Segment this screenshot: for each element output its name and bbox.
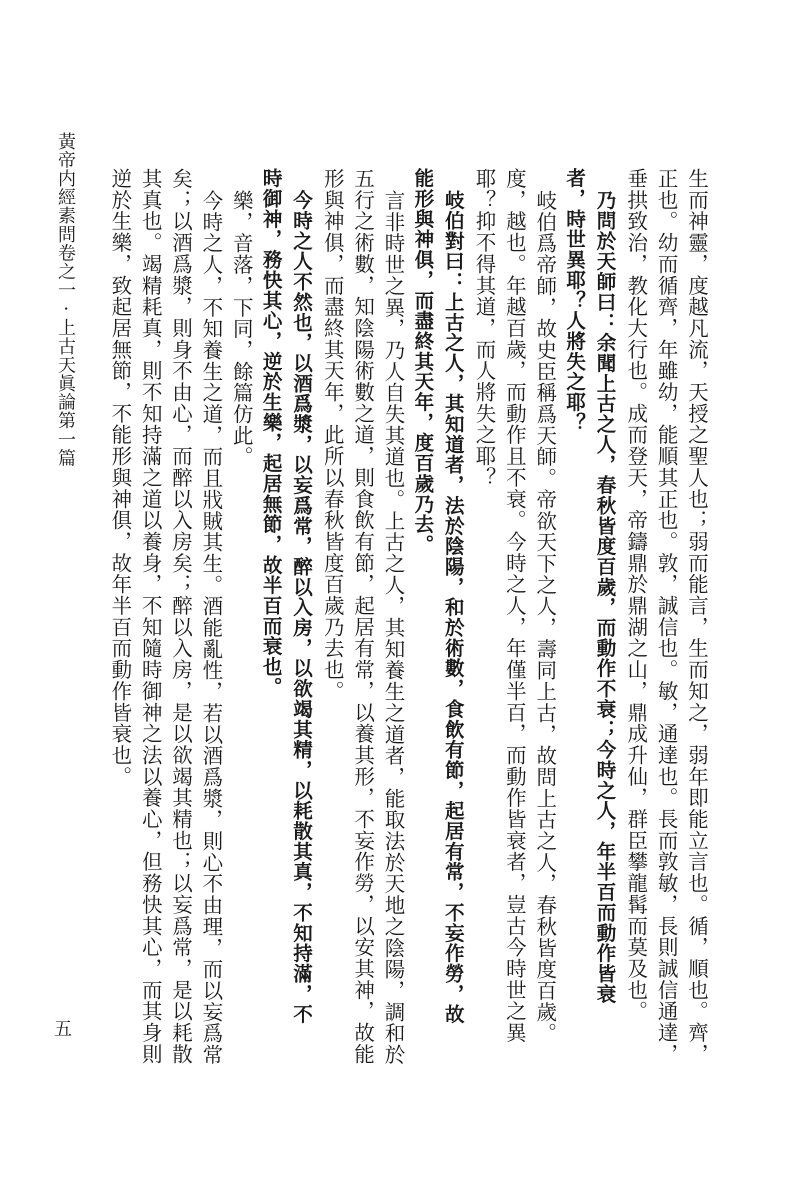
page-number: 五 <box>54 1019 72 1040</box>
commentary-column: 生而神靈，度越凡流，天授之聖人也；弱而能言，生而知之，弱年即能立言也。循，順也。齊， <box>684 168 709 1065</box>
commentary-column: 逆於生樂，致起居無節，不能形與神俱，故年半百而動作皆衰也。 <box>107 168 132 788</box>
commentary-column: 五行之術數，知陰陽術數之道，則食飲有節，起居有常，以養其形，不妄作勞，以安其神，故能 <box>350 168 375 1065</box>
main-text-column: 者，時世異耶？人將失之耶？ <box>563 168 587 433</box>
main-text-column: 時御神，務快其心，逆於生樂，起居無節，故半百而衰也。 <box>259 168 283 698</box>
main-text-column: 乃問於天師曰：余聞上古之人，春秋皆度百歲，而動作不衰；今時之人，年半百而動作皆衰 <box>593 190 617 1004</box>
commentary-column: 今時之人，不知養生之道，而且戕賊其生。酒能亂性，若以酒爲漿，則心不由理，而以妄爲常 <box>198 190 223 1066</box>
running-header: 黃帝内經素問卷之一 · 上古天眞論第一篇 <box>55 132 76 468</box>
commentary-column: 樂，音落，下同，餘篇仿此。 <box>229 190 254 468</box>
commentary-column: 度，越也。年越百歲，而動作且不衰。今時之人，年僅半百，而動作皆衰者，豈古今時世之異 <box>502 168 527 1044</box>
commentary-column: 岐伯爲帝師，故史臣稱爲天師。帝欲天下之人，壽同上古，故問上古之人，春秋皆度百歲。 <box>532 190 557 1044</box>
main-text-column: 岐伯對曰：上古之人，其知道者，法於陰陽，和於術數，食飲有節，起居有常，不妄作勞，故 <box>441 190 465 1025</box>
commentary-column: 形與神俱，而盡終其天年，此所以春秋皆度百歲乃去也。 <box>320 168 345 702</box>
commentary-column: 言非時世之異，乃人自失其道也。上古之人，其知養生之道者，能取法於天地之陰陽，調和於 <box>381 190 405 1066</box>
main-text-column: 能形與神俱，而盡終其天年，度百歲乃去。 <box>411 168 435 555</box>
commentary-column: 垂拱致治，教化大行也。成而登天，帝鑄鼎於鼎湖之山，鼎成升仙，群臣攀龍髯而莫及也。 <box>623 168 648 1022</box>
commentary-column: 正也。幼而循齊，年雖幼，能順其正也。敦，誠信也。敏，通達也。長而敦敏，長則誠信通達， <box>654 168 679 1065</box>
commentary-column: 耶？抑不得其道，而人將失之耶？ <box>472 168 497 489</box>
commentary-column: 矣；以酒爲漿，則身不由心，而醉以入房矣；醉以入房，是以欲竭其精也；以妄爲常，是以耗散 <box>168 168 193 1065</box>
main-text-column: 今時之人不然也，以酒爲漿，以妄爲常，醉以入房，以欲竭其精，以耗散其真，不知持滿，不 <box>289 190 313 1025</box>
commentary-column: 其真也。竭精耗真，則不知持滿之道以養身，不知隨時御神之法以養心，但務快其心，而其身則 <box>138 168 163 1065</box>
